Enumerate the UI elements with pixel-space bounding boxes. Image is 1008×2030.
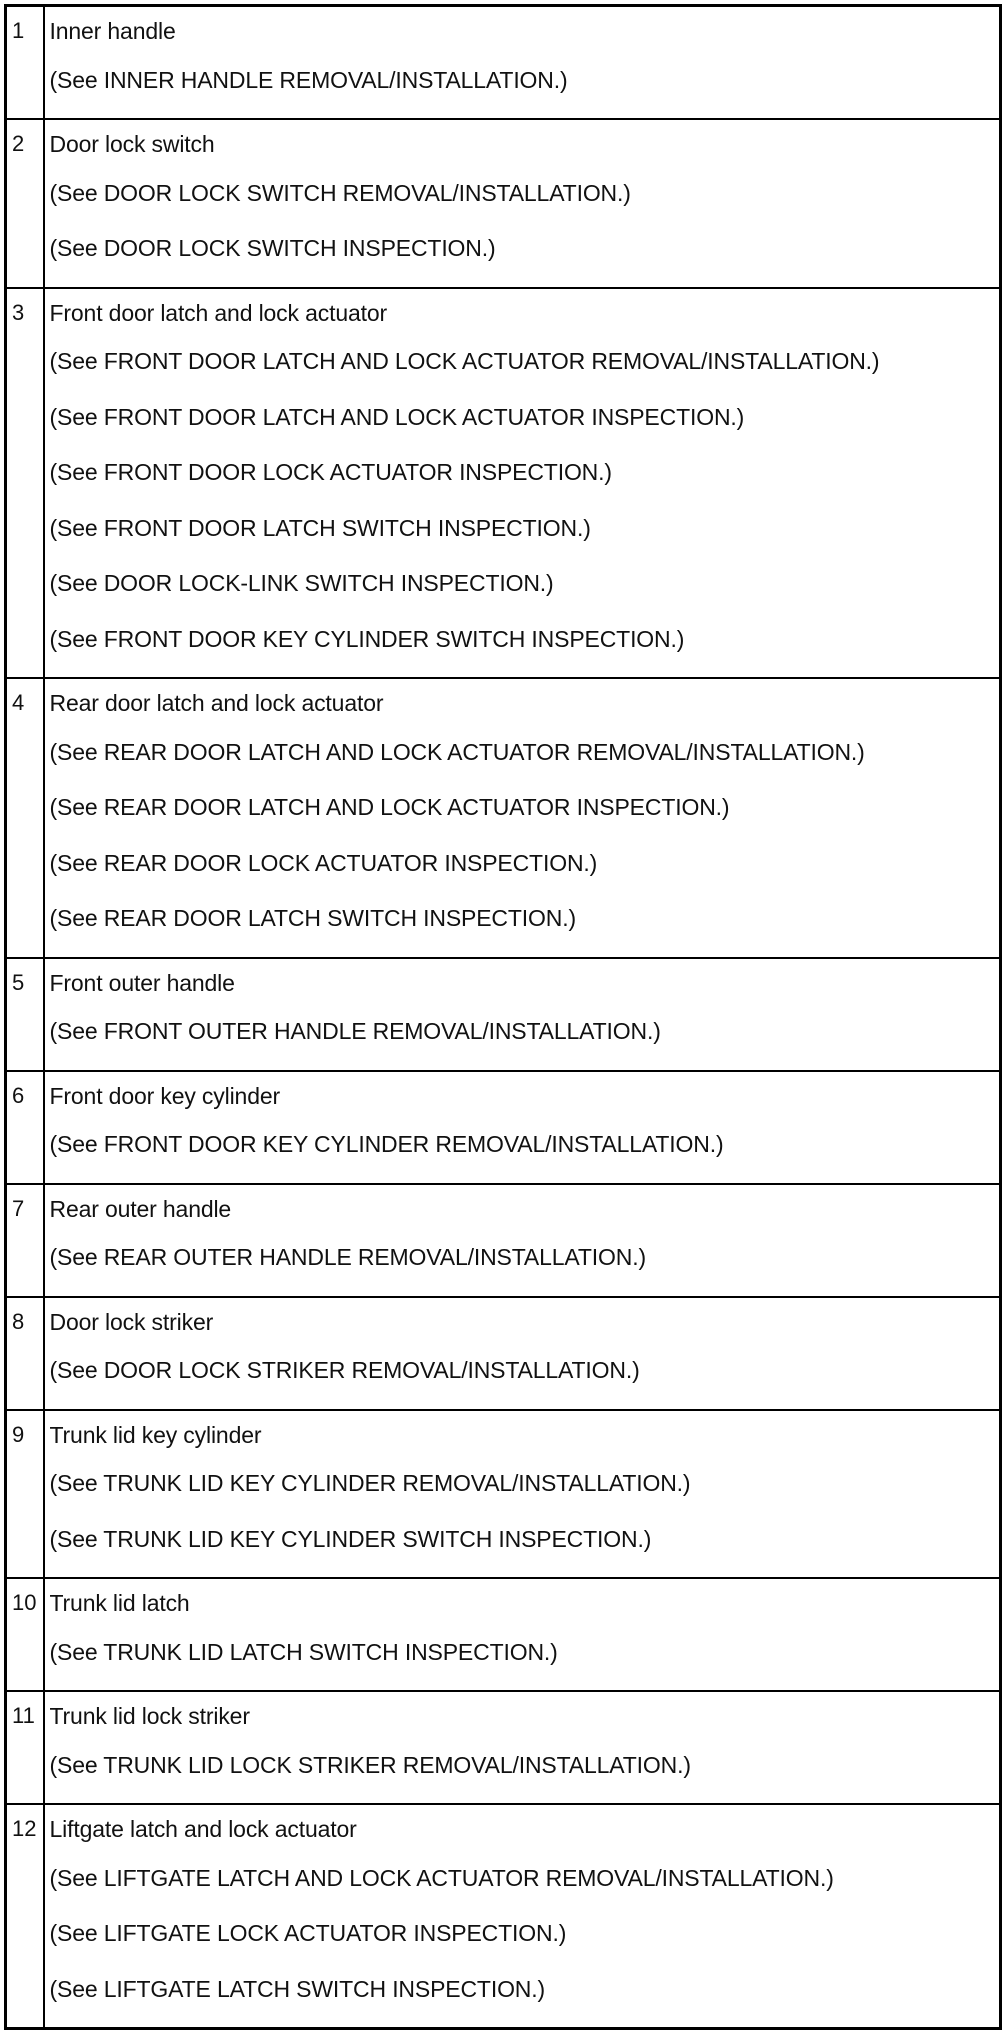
row-content — [44, 6, 1001, 120]
part-title: Rear outer handle — [49, 1195, 232, 1222]
reference-link[interactable]: (See LIFTGATE LOCK ACTUATOR INSPECTION.) — [49, 1920, 567, 1946]
parts-table-body — [6, 6, 1001, 2029]
part-title: Front door latch and lock actuator — [49, 299, 388, 326]
row-content — [44, 119, 1001, 288]
row-number: 5 — [6, 958, 44, 1071]
row-number: 6 — [6, 1071, 44, 1184]
reference-link[interactable]: (See FRONT DOOR LATCH AND LOCK ACTUATOR INSPECTION.) — [49, 403, 745, 430]
part-title: Trunk lid latch — [49, 1590, 190, 1616]
row-number: 2 — [6, 119, 44, 288]
part-title: Front outer handle — [49, 969, 235, 996]
reference-link[interactable]: (See DOOR LOCK SWITCH INSPECTION.) — [49, 235, 496, 261]
part-title: Door lock striker — [49, 1308, 214, 1335]
reference-link[interactable]: (See TRUNK LID KEY CYLINDER REMOVAL/INSTALLATION.) — [49, 1470, 691, 1496]
reference-link[interactable]: (See DOOR LOCK STRIKER REMOVAL/INSTALLATION.) — [49, 1357, 640, 1383]
row-number: 7 — [6, 1184, 44, 1297]
row-content — [44, 678, 1001, 958]
row-number: 9 — [6, 1410, 44, 1579]
part-title: Liftgate latch and lock actuator — [49, 1816, 357, 1842]
reference-link[interactable]: (See REAR DOOR LATCH AND LOCK ACTUATOR INSPECTION.) — [49, 794, 730, 820]
reference-link[interactable]: (See REAR DOOR LATCH AND LOCK ACTUATOR REMOVAL/INSTALLATION.) — [49, 738, 865, 765]
row-content — [44, 958, 1001, 1071]
table-row — [6, 958, 1001, 1071]
reference-link[interactable]: (See LIFTGATE LATCH SWITCH INSPECTION.) — [49, 1975, 546, 2002]
parts-reference-table — [4, 4, 1002, 2030]
part-title: Inner handle — [49, 18, 176, 44]
row-content — [44, 1297, 1001, 1410]
part-title: Trunk lid lock striker — [49, 1703, 250, 1729]
reference-link[interactable]: (See TRUNK LID LATCH SWITCH INSPECTION.) — [49, 1638, 558, 1665]
reference-link[interactable]: (See FRONT DOOR LATCH AND LOCK ACTUATOR REMOVAL/INSTALLATION.) — [49, 348, 880, 374]
row-content — [44, 1071, 1001, 1184]
reference-link[interactable]: (See FRONT DOOR KEY CYLINDER REMOVAL/INSTALLATION.) — [49, 1131, 724, 1157]
row-number: 12 — [6, 1804, 44, 2029]
row-number: 8 — [6, 1297, 44, 1410]
reference-link[interactable]: (See TRUNK LID LOCK STRIKER REMOVAL/INSTALLATION.) — [49, 1751, 691, 1778]
reference-link[interactable]: (See TRUNK LID KEY CYLINDER SWITCH INSPECTION.) — [49, 1525, 652, 1552]
reference-link[interactable]: (See REAR DOOR LATCH SWITCH INSPECTION.) — [49, 905, 576, 931]
row-content — [44, 1184, 1001, 1297]
table-row — [6, 678, 1001, 958]
reference-link[interactable]: (See FRONT DOOR LOCK ACTUATOR INSPECTION.) — [49, 459, 612, 485]
table-row — [6, 1297, 1001, 1410]
reference-link[interactable]: (See DOOR LOCK SWITCH REMOVAL/INSTALLATION.) — [49, 179, 631, 206]
table-row — [6, 1184, 1001, 1297]
reference-link[interactable]: (See LIFTGATE LATCH AND LOCK ACTUATOR REMOVAL/INSTALLATION.) — [49, 1864, 834, 1891]
row-number: 1 — [6, 6, 44, 120]
table-row — [6, 119, 1001, 288]
reference-link[interactable]: (See DOOR LOCK-LINK SWITCH INSPECTION.) — [49, 570, 554, 596]
reference-link[interactable]: (See FRONT OUTER HANDLE REMOVAL/INSTALLATION.) — [49, 1018, 661, 1044]
table-row — [6, 6, 1001, 120]
table-row — [6, 1071, 1001, 1184]
table-row — [6, 1691, 1001, 1804]
part-title: Trunk lid key cylinder — [49, 1421, 262, 1448]
reference-link[interactable]: (See INNER HANDLE REMOVAL/INSTALLATION.) — [49, 66, 568, 93]
row-content — [44, 1578, 1001, 1691]
reference-link[interactable]: (See REAR OUTER HANDLE REMOVAL/INSTALLATION.) — [49, 1244, 646, 1270]
part-title: Door lock switch — [49, 131, 215, 157]
part-title: Rear door latch and lock actuator — [49, 690, 384, 716]
row-number: 3 — [6, 288, 44, 679]
row-content — [44, 1691, 1001, 1804]
row-content — [44, 1410, 1001, 1579]
row-number: 4 — [6, 678, 44, 958]
row-content — [44, 288, 1001, 679]
row-number: 11 — [6, 1691, 44, 1804]
table-row — [6, 288, 1001, 679]
part-title: Front door key cylinder — [49, 1082, 280, 1109]
table-row — [6, 1578, 1001, 1691]
table-row — [6, 1410, 1001, 1579]
reference-link[interactable]: (See FRONT DOOR KEY CYLINDER SWITCH INSPECTION.) — [49, 625, 685, 652]
row-content — [44, 1804, 1001, 2029]
table-row — [6, 1804, 1001, 2029]
reference-link[interactable]: (See REAR DOOR LOCK ACTUATOR INSPECTION.) — [49, 849, 598, 876]
row-number: 10 — [6, 1578, 44, 1691]
reference-link[interactable]: (See FRONT DOOR LATCH SWITCH INSPECTION.) — [49, 514, 591, 541]
